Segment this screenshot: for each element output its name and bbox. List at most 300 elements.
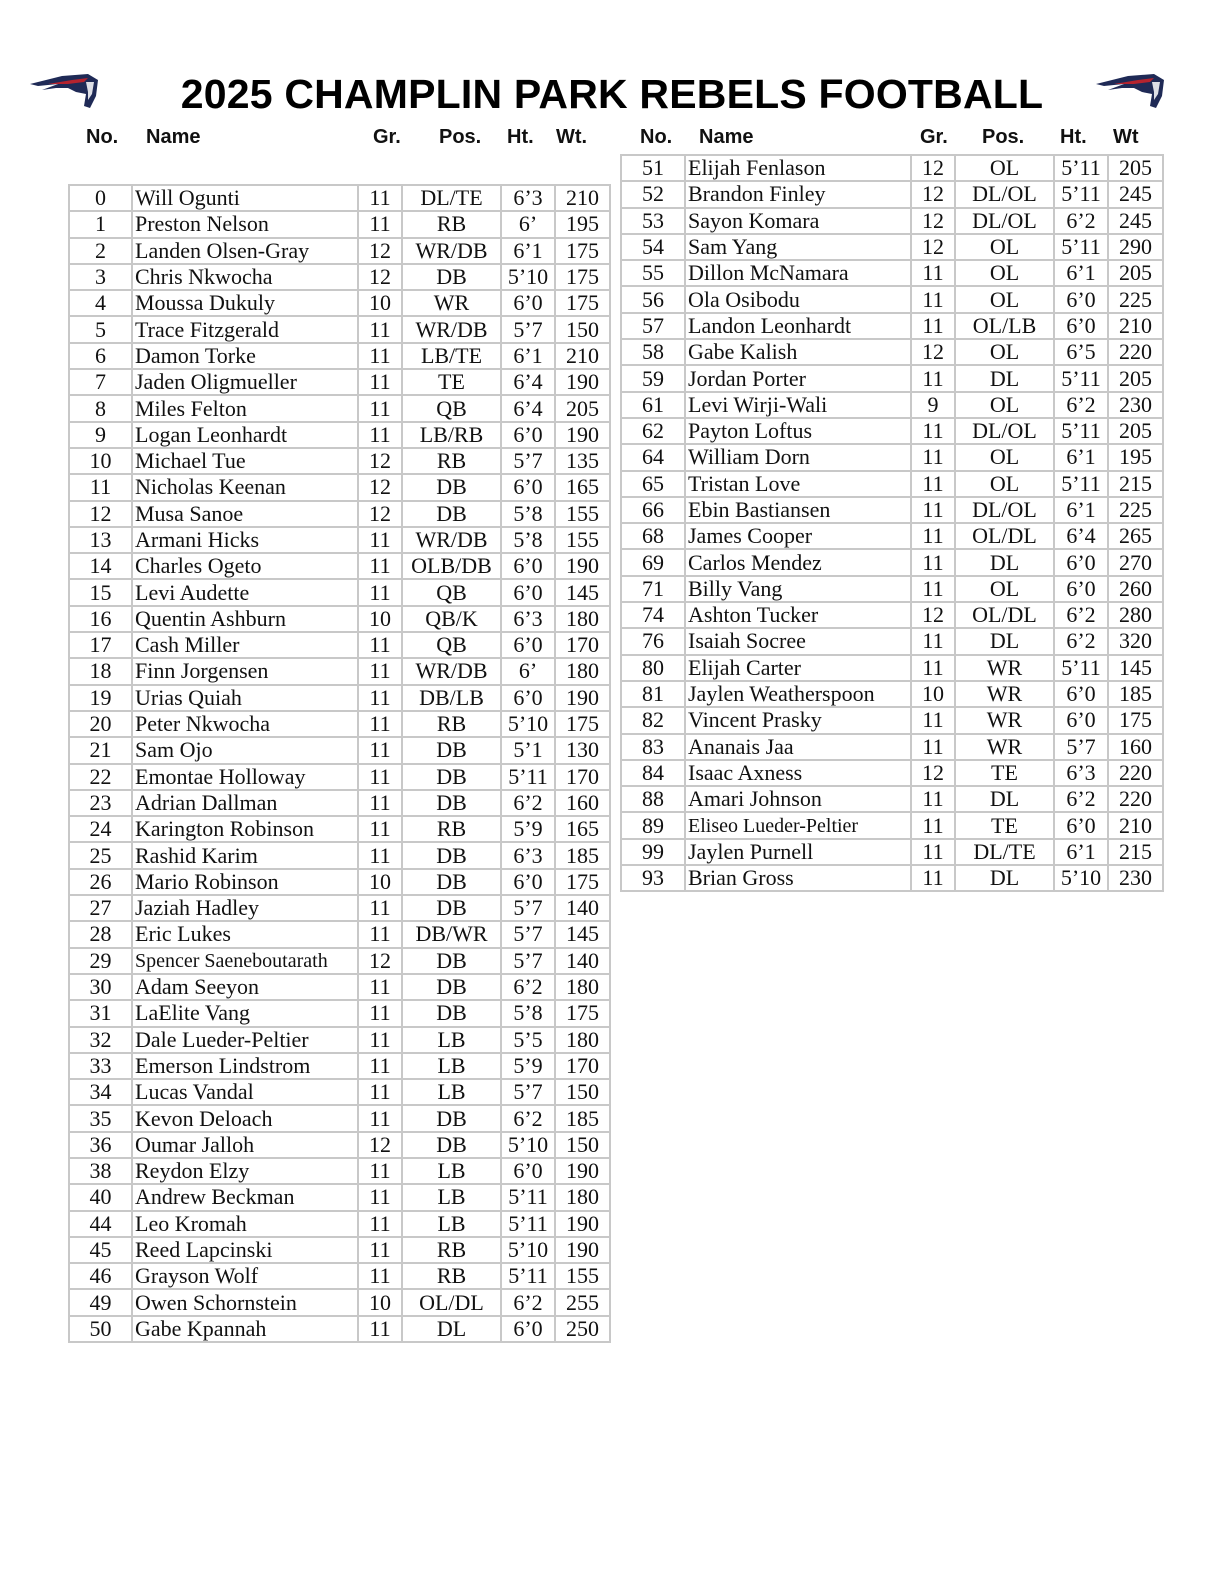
jersey-number-cell: 56 xyxy=(621,286,685,312)
player-name-cell: Jaden Oligmueller xyxy=(132,369,358,395)
grade-cell: 11 xyxy=(358,974,402,1000)
weight-cell: 150 xyxy=(555,1079,610,1105)
jersey-number-cell: 58 xyxy=(621,339,685,365)
table-row xyxy=(621,734,1163,760)
table-row xyxy=(69,948,610,974)
table-row xyxy=(69,1079,610,1105)
position-cell: RB xyxy=(402,1263,501,1289)
table-row xyxy=(69,1158,610,1184)
jersey-number-cell: 7 xyxy=(69,369,132,395)
weight-cell: 130 xyxy=(555,737,610,763)
player-name-cell: Grayson Wolf xyxy=(132,1263,358,1289)
weight-cell: 170 xyxy=(555,632,610,658)
grade-cell: 11 xyxy=(358,737,402,763)
grade-cell: 11 xyxy=(358,369,402,395)
table-row xyxy=(69,816,610,842)
player-name-cell: Logan Leonhardt xyxy=(132,422,358,448)
player-name-cell: Nicholas Keenan xyxy=(132,474,358,500)
player-name-cell: Jaylen Weatherspoon xyxy=(685,681,911,707)
player-name-cell: Carlos Mendez xyxy=(685,549,911,575)
height-cell: 6’4 xyxy=(501,395,555,421)
grade-cell: 11 xyxy=(358,1263,402,1289)
position-cell: RB xyxy=(402,448,501,474)
table-row xyxy=(69,316,610,342)
table-row xyxy=(621,444,1163,470)
header-grade: Gr. xyxy=(373,126,401,148)
weight-cell: 245 xyxy=(1108,208,1163,234)
player-name-cell: Brian Gross xyxy=(685,865,911,891)
weight-cell: 175 xyxy=(555,238,610,264)
grade-cell: 11 xyxy=(911,497,955,523)
position-cell: WR xyxy=(955,734,1054,760)
position-cell: DB xyxy=(402,1132,501,1158)
weight-cell: 155 xyxy=(555,527,610,553)
roster-body-right xyxy=(621,155,1163,891)
height-cell: 5’11 xyxy=(501,764,555,790)
weight-cell: 205 xyxy=(555,395,610,421)
height-cell: 5’11 xyxy=(1054,471,1108,497)
player-name-cell: Armani Hicks xyxy=(132,527,358,553)
player-name-cell: Quentin Ashburn xyxy=(132,606,358,632)
grade-cell: 10 xyxy=(911,681,955,707)
grade-cell: 11 xyxy=(911,655,955,681)
weight-cell: 205 xyxy=(1108,155,1163,181)
player-name-cell: Oumar Jalloh xyxy=(132,1132,358,1158)
table-row xyxy=(69,1289,610,1315)
table-row xyxy=(621,234,1163,260)
jersey-number-cell: 89 xyxy=(621,812,685,838)
weight-cell: 170 xyxy=(555,1053,610,1079)
height-cell: 5’1 xyxy=(501,737,555,763)
jersey-number-cell: 32 xyxy=(69,1027,132,1053)
jersey-number-cell: 23 xyxy=(69,790,132,816)
player-name-cell: Ananais Jaa xyxy=(685,734,911,760)
height-cell: 6’0 xyxy=(501,553,555,579)
header-height: Ht. xyxy=(1060,126,1087,148)
position-cell: OL/LB xyxy=(955,313,1054,339)
grade-cell: 12 xyxy=(358,264,402,290)
header-weight: Wt xyxy=(1113,126,1139,148)
jersey-number-cell: 29 xyxy=(69,948,132,974)
weight-cell: 170 xyxy=(555,764,610,790)
table-row xyxy=(69,343,610,369)
weight-cell: 250 xyxy=(555,1316,610,1342)
table-row xyxy=(69,527,610,553)
grade-cell: 11 xyxy=(358,1000,402,1026)
grade-cell: 12 xyxy=(358,501,402,527)
position-cell: WR xyxy=(955,681,1054,707)
table-row xyxy=(69,764,610,790)
height-cell: 6’1 xyxy=(1054,444,1108,470)
height-cell: 5’11 xyxy=(501,1211,555,1237)
jersey-number-cell: 22 xyxy=(69,764,132,790)
player-name-cell: Elijah Fenlason xyxy=(685,155,911,181)
player-name-cell: Vincent Prasky xyxy=(685,707,911,733)
position-cell: OL/DL xyxy=(402,1289,501,1315)
player-name-cell: Elijah Carter xyxy=(685,655,911,681)
position-cell: WR/DB xyxy=(402,238,501,264)
table-row xyxy=(69,632,610,658)
jersey-number-cell: 35 xyxy=(69,1105,132,1131)
height-cell: 6’3 xyxy=(501,185,555,211)
player-name-cell: Landen Olsen-Gray xyxy=(132,238,358,264)
jersey-number-cell: 74 xyxy=(621,602,685,628)
position-cell: DB/WR xyxy=(402,921,501,947)
grade-cell: 11 xyxy=(358,816,402,842)
weight-cell: 140 xyxy=(555,895,610,921)
position-cell: OL xyxy=(955,392,1054,418)
header-name: Name xyxy=(146,126,201,148)
grade-cell: 11 xyxy=(911,576,955,602)
player-name-cell: LaElite Vang xyxy=(132,1000,358,1026)
table-row xyxy=(621,418,1163,444)
grade-cell: 10 xyxy=(358,1289,402,1315)
player-name-cell: Sam Yang xyxy=(685,234,911,260)
grade-cell: 11 xyxy=(911,418,955,444)
jersey-number-cell: 38 xyxy=(69,1158,132,1184)
table-row xyxy=(621,549,1163,575)
position-cell: DB xyxy=(402,1105,501,1131)
position-cell: DB xyxy=(402,790,501,816)
grade-cell: 12 xyxy=(358,448,402,474)
weight-cell: 175 xyxy=(555,264,610,290)
height-cell: 5’7 xyxy=(501,316,555,342)
grade-cell: 11 xyxy=(911,471,955,497)
player-name-cell: Trace Fitzgerald xyxy=(132,316,358,342)
player-name-cell: Isaiah Socree xyxy=(685,628,911,654)
jersey-number-cell: 50 xyxy=(69,1316,132,1342)
grade-cell: 11 xyxy=(358,711,402,737)
position-cell: DL xyxy=(955,865,1054,891)
jersey-number-cell: 0 xyxy=(69,185,132,211)
jersey-number-cell: 21 xyxy=(69,737,132,763)
player-name-cell: James Cooper xyxy=(685,523,911,549)
player-name-cell: Brandon Finley xyxy=(685,181,911,207)
height-cell: 6’1 xyxy=(1054,260,1108,286)
height-cell: 6’2 xyxy=(501,974,555,1000)
jersey-number-cell: 26 xyxy=(69,869,132,895)
weight-cell: 185 xyxy=(1108,681,1163,707)
table-row xyxy=(69,553,610,579)
position-cell: DL xyxy=(402,1316,501,1342)
weight-cell: 175 xyxy=(555,869,610,895)
position-cell: DB xyxy=(402,474,501,500)
jersey-number-cell: 11 xyxy=(69,474,132,500)
position-cell: RB xyxy=(402,1237,501,1263)
jersey-number-cell: 4 xyxy=(69,290,132,316)
weight-cell: 180 xyxy=(555,606,610,632)
jersey-number-cell: 15 xyxy=(69,579,132,605)
position-cell: OL xyxy=(955,155,1054,181)
grade-cell: 11 xyxy=(911,812,955,838)
player-name-cell: Peter Nkwocha xyxy=(132,711,358,737)
weight-cell: 160 xyxy=(555,790,610,816)
grade-cell: 11 xyxy=(358,553,402,579)
weight-cell: 140 xyxy=(555,948,610,974)
weight-cell: 210 xyxy=(1108,812,1163,838)
roster-table-right xyxy=(620,154,1164,892)
jersey-number-cell: 62 xyxy=(621,418,685,444)
jersey-number-cell: 65 xyxy=(621,471,685,497)
player-name-cell: Billy Vang xyxy=(685,576,911,602)
jersey-number-cell: 45 xyxy=(69,1237,132,1263)
player-name-cell: Michael Tue xyxy=(132,448,358,474)
grade-cell: 12 xyxy=(911,339,955,365)
player-name-cell: Adrian Dallman xyxy=(132,790,358,816)
player-name-cell: Rashid Karim xyxy=(132,842,358,868)
height-cell: 5’10 xyxy=(501,1237,555,1263)
table-row xyxy=(69,1211,610,1237)
grade-cell: 12 xyxy=(358,238,402,264)
weight-cell: 255 xyxy=(555,1289,610,1315)
table-row xyxy=(69,606,610,632)
table-row xyxy=(69,737,610,763)
player-name-cell: Gabe Kpannah xyxy=(132,1316,358,1342)
table-row xyxy=(69,474,610,500)
player-name-cell: Sam Ojo xyxy=(132,737,358,763)
grade-cell: 11 xyxy=(358,1053,402,1079)
jersey-number-cell: 76 xyxy=(621,628,685,654)
grade-cell: 11 xyxy=(358,895,402,921)
table-row xyxy=(621,313,1163,339)
table-row xyxy=(69,1316,610,1342)
height-cell: 6’ xyxy=(501,658,555,684)
position-cell: LB xyxy=(402,1053,501,1079)
height-cell: 5’11 xyxy=(501,1184,555,1210)
weight-cell: 320 xyxy=(1108,628,1163,654)
table-row xyxy=(69,369,610,395)
height-cell: 6’1 xyxy=(501,238,555,264)
table-row xyxy=(621,286,1163,312)
jersey-number-cell: 31 xyxy=(69,1000,132,1026)
table-row xyxy=(69,1105,610,1131)
position-cell: QB xyxy=(402,579,501,605)
table-row xyxy=(69,395,610,421)
table-row xyxy=(69,1027,610,1053)
player-name-cell: Gabe Kalish xyxy=(685,339,911,365)
table-row xyxy=(621,812,1163,838)
position-cell: RB xyxy=(402,816,501,842)
jersey-number-cell: 40 xyxy=(69,1184,132,1210)
height-cell: 6’0 xyxy=(501,1158,555,1184)
jersey-number-cell: 46 xyxy=(69,1263,132,1289)
height-cell: 6’0 xyxy=(1054,313,1108,339)
weight-cell: 220 xyxy=(1108,786,1163,812)
grade-cell: 11 xyxy=(358,1316,402,1342)
height-cell: 6’2 xyxy=(1054,208,1108,234)
table-row xyxy=(69,895,610,921)
height-cell: 5’8 xyxy=(501,527,555,553)
player-name-cell: Emerson Lindstrom xyxy=(132,1053,358,1079)
height-cell: 6’4 xyxy=(501,369,555,395)
table-row xyxy=(621,208,1163,234)
grade-cell: 11 xyxy=(911,707,955,733)
table-row xyxy=(621,655,1163,681)
grade-cell: 11 xyxy=(911,628,955,654)
player-name-cell: Owen Schornstein xyxy=(132,1289,358,1315)
weight-cell: 135 xyxy=(555,448,610,474)
jersey-number-cell: 14 xyxy=(69,553,132,579)
grade-cell: 11 xyxy=(911,260,955,286)
height-cell: 6’2 xyxy=(501,1289,555,1315)
weight-cell: 205 xyxy=(1108,418,1163,444)
position-cell: QB xyxy=(402,632,501,658)
grade-cell: 12 xyxy=(911,208,955,234)
weight-cell: 175 xyxy=(555,711,610,737)
position-cell: DL/OL xyxy=(955,181,1054,207)
grade-cell: 11 xyxy=(911,786,955,812)
weight-cell: 180 xyxy=(555,1184,610,1210)
player-name-cell: Damon Torke xyxy=(132,343,358,369)
player-name-cell: Isaac Axness xyxy=(685,760,911,786)
height-cell: 6’0 xyxy=(1054,681,1108,707)
height-cell: 6’2 xyxy=(501,1105,555,1131)
weight-cell: 150 xyxy=(555,316,610,342)
grade-cell: 11 xyxy=(911,444,955,470)
position-cell: DL/OL xyxy=(955,497,1054,523)
weight-cell: 290 xyxy=(1108,234,1163,260)
player-name-cell: Leo Kromah xyxy=(132,1211,358,1237)
header-weight: Wt. xyxy=(556,126,588,148)
weight-cell: 220 xyxy=(1108,339,1163,365)
table-row xyxy=(69,685,610,711)
table-row xyxy=(69,1263,610,1289)
position-cell: DB xyxy=(402,501,501,527)
jersey-number-cell: 30 xyxy=(69,974,132,1000)
position-cell: DL/OL xyxy=(955,208,1054,234)
player-name-cell: Kevon Deloach xyxy=(132,1105,358,1131)
jersey-number-cell: 44 xyxy=(69,1211,132,1237)
position-cell: OL/DL xyxy=(955,602,1054,628)
weight-cell: 190 xyxy=(555,1158,610,1184)
weight-cell: 190 xyxy=(555,422,610,448)
player-name-cell: Adam Seeyon xyxy=(132,974,358,1000)
position-cell: DB xyxy=(402,869,501,895)
weight-cell: 195 xyxy=(555,211,610,237)
height-cell: 5’9 xyxy=(501,1053,555,1079)
grade-cell: 11 xyxy=(911,839,955,865)
player-name-cell: Dillon McNamara xyxy=(685,260,911,286)
jersey-number-cell: 93 xyxy=(621,865,685,891)
weight-cell: 160 xyxy=(1108,734,1163,760)
table-row xyxy=(69,1132,610,1158)
player-name-cell: Ebin Bastiansen xyxy=(685,497,911,523)
position-cell: OL xyxy=(955,471,1054,497)
weight-cell: 270 xyxy=(1108,549,1163,575)
position-cell: DB xyxy=(402,737,501,763)
table-row xyxy=(69,290,610,316)
position-cell: DL xyxy=(955,786,1054,812)
position-cell: LB xyxy=(402,1211,501,1237)
height-cell: 5’8 xyxy=(501,1000,555,1026)
jersey-number-cell: 54 xyxy=(621,234,685,260)
table-row xyxy=(621,260,1163,286)
jersey-number-cell: 8 xyxy=(69,395,132,421)
grade-cell: 11 xyxy=(911,365,955,391)
jersey-number-cell: 24 xyxy=(69,816,132,842)
position-cell: DL xyxy=(955,628,1054,654)
position-cell: WR xyxy=(955,655,1054,681)
grade-cell: 11 xyxy=(358,685,402,711)
weight-cell: 205 xyxy=(1108,365,1163,391)
grade-cell: 11 xyxy=(358,921,402,947)
height-cell: 5’7 xyxy=(501,1079,555,1105)
jersey-number-cell: 1 xyxy=(69,211,132,237)
jersey-number-cell: 68 xyxy=(621,523,685,549)
position-cell: LB/RB xyxy=(402,422,501,448)
height-cell: 6’0 xyxy=(1054,812,1108,838)
table-row xyxy=(69,448,610,474)
jersey-number-cell: 3 xyxy=(69,264,132,290)
height-cell: 5’7 xyxy=(501,448,555,474)
height-cell: 6’2 xyxy=(1054,392,1108,418)
position-cell: WR/DB xyxy=(402,658,501,684)
player-name-cell: Payton Loftus xyxy=(685,418,911,444)
grade-cell: 12 xyxy=(358,1132,402,1158)
jersey-number-cell: 71 xyxy=(621,576,685,602)
grade-cell: 9 xyxy=(911,392,955,418)
position-cell: LB xyxy=(402,1079,501,1105)
jersey-number-cell: 12 xyxy=(69,501,132,527)
height-cell: 6’0 xyxy=(501,474,555,500)
height-cell: 6’2 xyxy=(501,790,555,816)
player-name-cell: Karington Robinson xyxy=(132,816,358,842)
table-row xyxy=(621,523,1163,549)
weight-cell: 180 xyxy=(555,658,610,684)
position-cell: TE xyxy=(402,369,501,395)
weight-cell: 185 xyxy=(555,842,610,868)
grade-cell: 11 xyxy=(358,316,402,342)
jersey-number-cell: 36 xyxy=(69,1132,132,1158)
weight-cell: 225 xyxy=(1108,497,1163,523)
table-row xyxy=(69,211,610,237)
grade-cell: 12 xyxy=(911,760,955,786)
player-name-cell: Dale Lueder-Peltier xyxy=(132,1027,358,1053)
height-cell: 5’10 xyxy=(501,1132,555,1158)
weight-cell: 165 xyxy=(555,816,610,842)
roster-body-left xyxy=(69,185,610,1342)
position-cell: DL xyxy=(955,365,1054,391)
position-cell: RB xyxy=(402,211,501,237)
jersey-number-cell: 84 xyxy=(621,760,685,786)
table-row xyxy=(69,790,610,816)
weight-cell: 175 xyxy=(555,290,610,316)
player-name-cell: Lucas Vandal xyxy=(132,1079,358,1105)
grade-cell: 12 xyxy=(911,602,955,628)
height-cell: 6’0 xyxy=(501,685,555,711)
table-row xyxy=(621,365,1163,391)
player-name-cell: Eliseo Lueder-Peltier xyxy=(685,812,911,838)
table-row xyxy=(621,628,1163,654)
grade-cell: 11 xyxy=(358,1237,402,1263)
position-cell: DB xyxy=(402,842,501,868)
jersey-number-cell: 20 xyxy=(69,711,132,737)
jersey-number-cell: 61 xyxy=(621,392,685,418)
jersey-number-cell: 52 xyxy=(621,181,685,207)
player-name-cell: William Dorn xyxy=(685,444,911,470)
height-cell: 6’3 xyxy=(501,606,555,632)
weight-cell: 175 xyxy=(555,1000,610,1026)
position-cell: WR/DB xyxy=(402,527,501,553)
player-name-cell: Mario Robinson xyxy=(132,869,358,895)
grade-cell: 11 xyxy=(358,185,402,211)
weight-cell: 190 xyxy=(555,369,610,395)
height-cell: 6’2 xyxy=(1054,602,1108,628)
position-cell: DB/LB xyxy=(402,685,501,711)
player-name-cell: Levi Wirji-Wali xyxy=(685,392,911,418)
grade-cell: 12 xyxy=(911,181,955,207)
table-row xyxy=(621,760,1163,786)
